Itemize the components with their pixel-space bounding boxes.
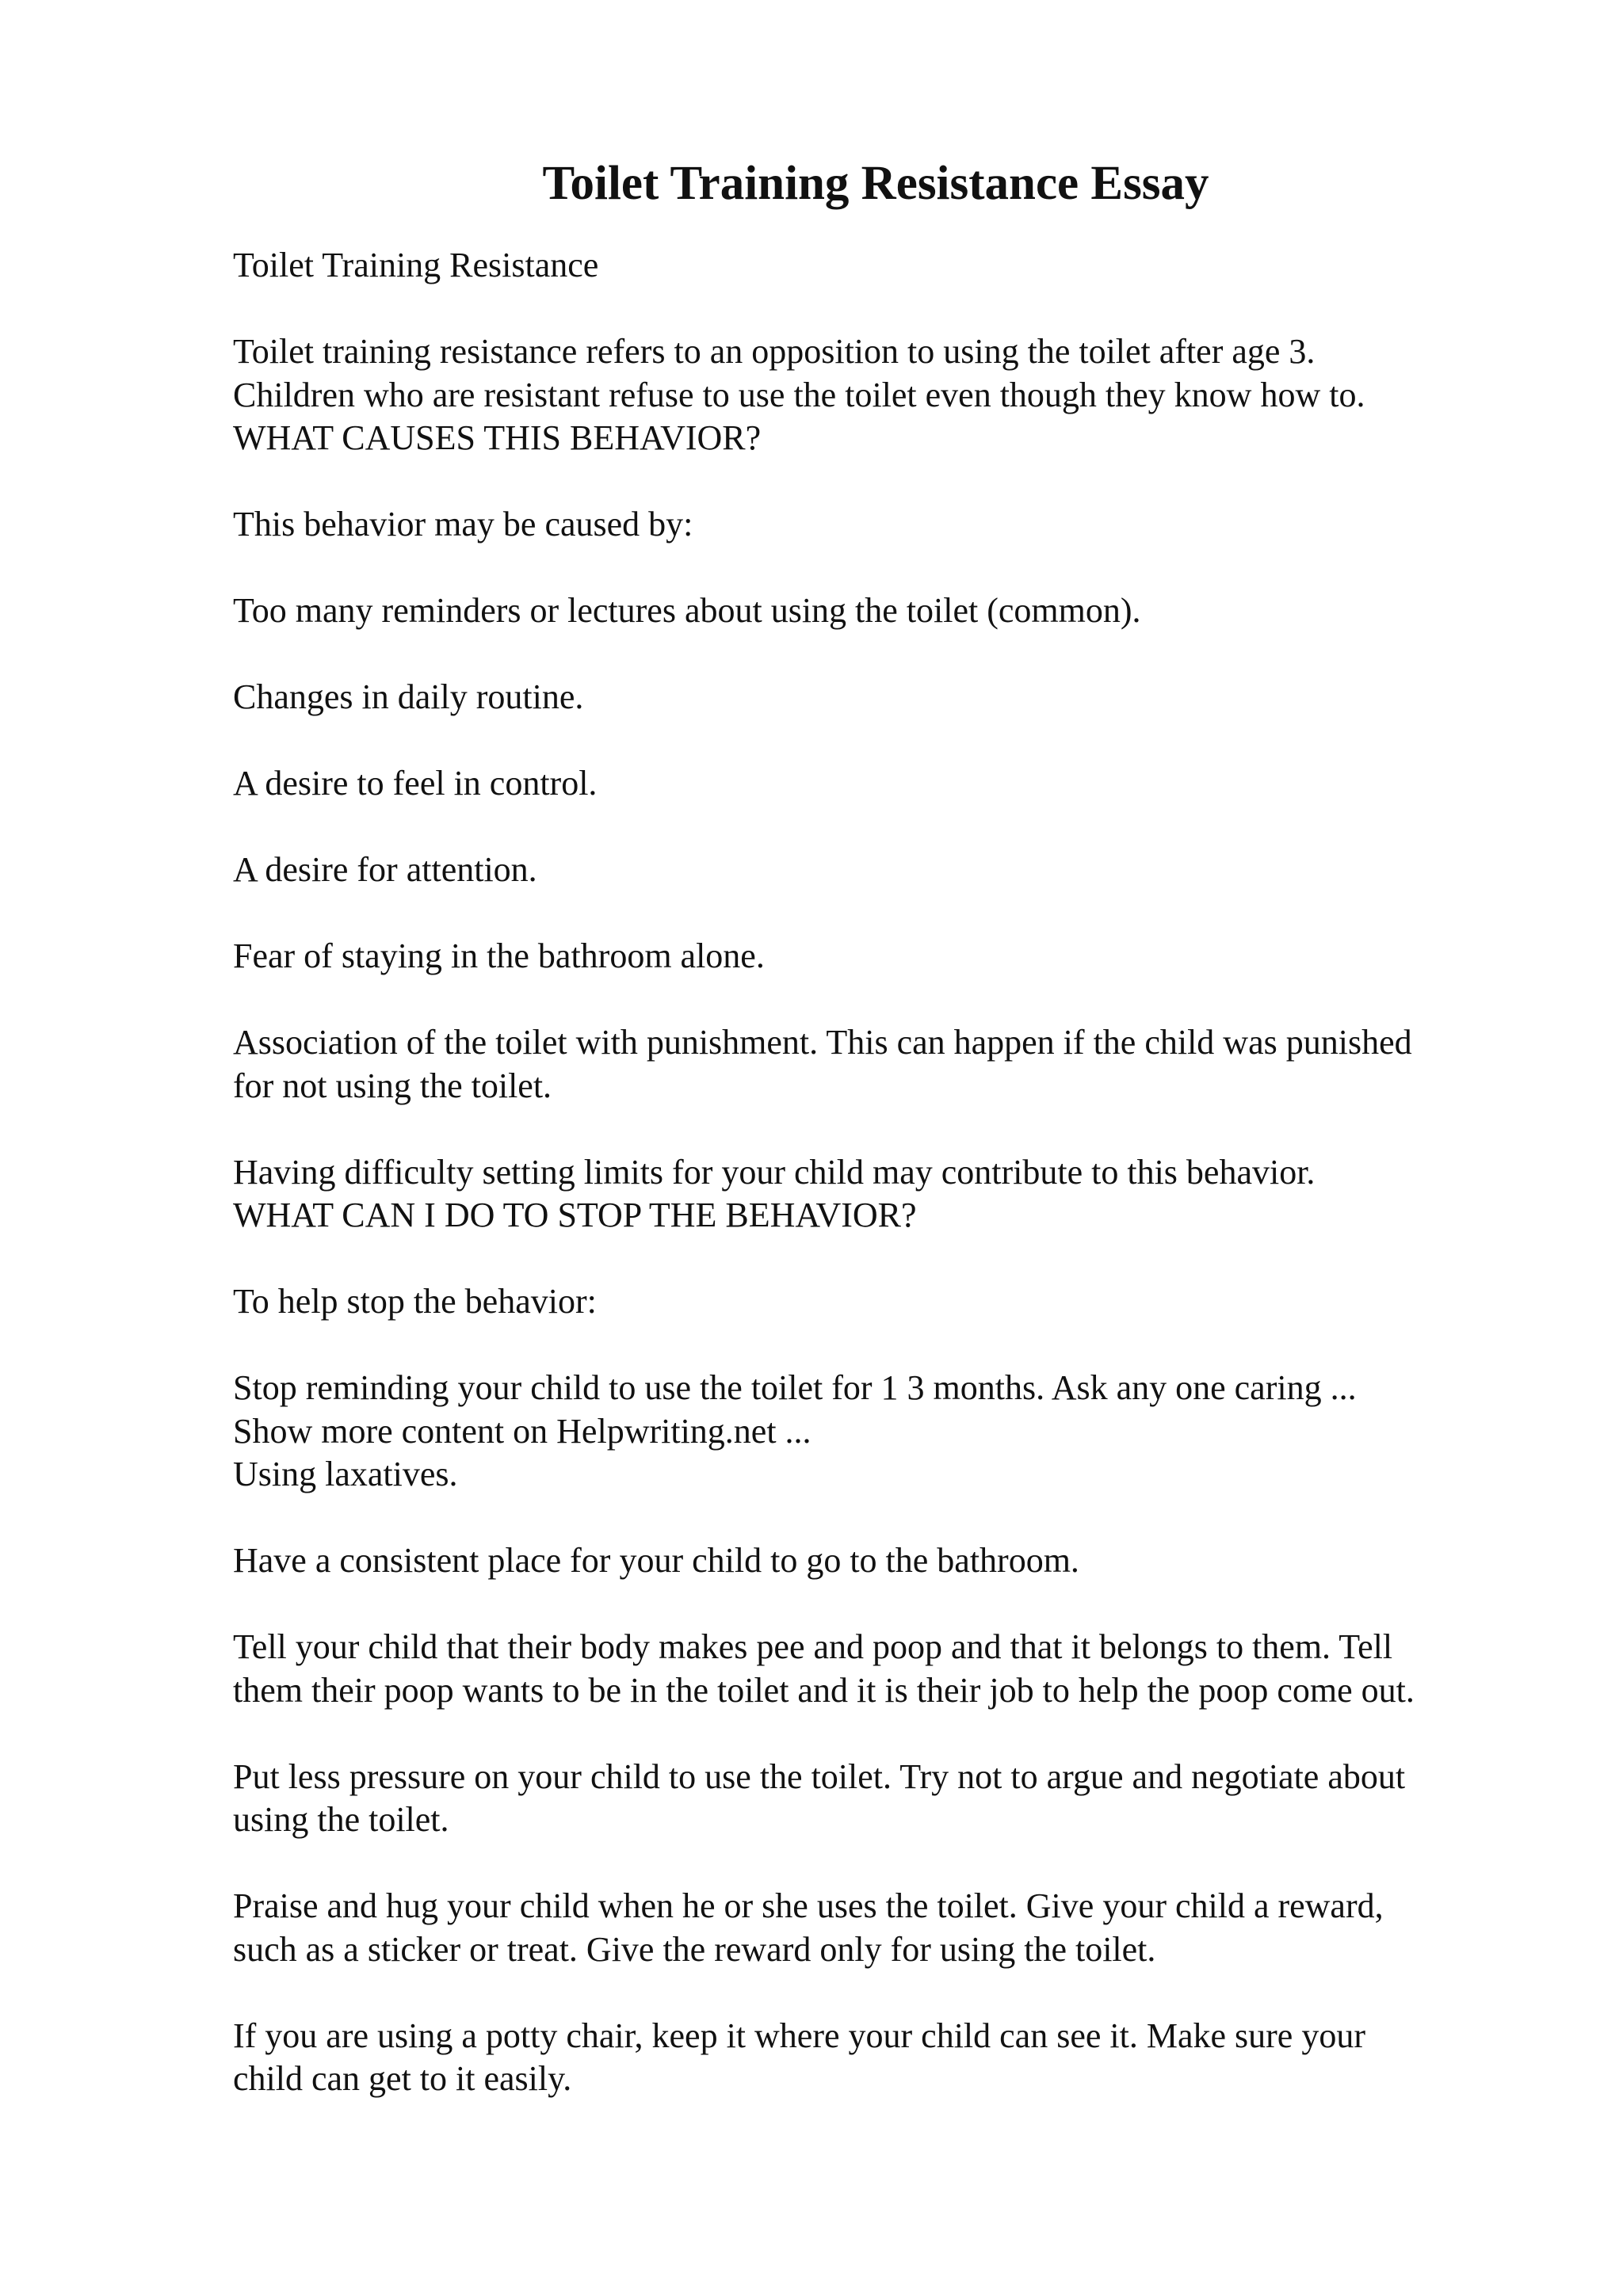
paragraph-line: If you are using a potty chair, keep it where your child can see it. Make sure your <box>233 2016 1365 2055</box>
paragraph-stop-intro <box>233 1280 1517 1324</box>
paragraph-line: A desire to feel in control. <box>233 764 598 803</box>
paragraph-line: child can get to it easily. <box>233 2059 572 2098</box>
paragraph-line: them their poop wants to be in the toilet and it is their job to help the poop come out. <box>233 1670 1415 1710</box>
paragraph-line: Children who are resistant refuse to use the toilet even though they know how to. <box>233 375 1365 414</box>
paragraph-heading <box>233 244 1517 288</box>
paragraph-body-explanation <box>233 1626 1517 1712</box>
paragraph-cause-limits <box>233 1151 1517 1238</box>
paragraph-cause-attention <box>233 849 1517 892</box>
paragraph-cause-routine <box>233 676 1517 719</box>
paragraph-line: Using laxatives. <box>233 1455 458 1493</box>
paragraph-line: Toilet training resistance refers to an opposition to using the toilet after age 3. <box>233 332 1316 371</box>
paragraph-line: WHAT CAUSES THIS BEHAVIOR? <box>233 418 762 457</box>
paragraph-line: Too many reminders or lectures about using the toilet (common). <box>233 591 1141 630</box>
paragraph-line: such as a sticker or treat. Give the reward only for using the toilet. <box>233 1929 1156 1969</box>
document-body <box>233 244 1517 2144</box>
paragraph-line: To help stop the behavior: <box>233 1282 597 1321</box>
paragraph-line: A desire for attention. <box>233 850 537 889</box>
paragraph-line: for not using the toilet. <box>233 1066 552 1105</box>
paragraph-line: Association of the toilet with punishment. This can happen if the child was punished <box>233 1023 1412 1062</box>
paragraph-line: Toilet Training Resistance <box>233 246 599 284</box>
paragraph-definition <box>233 330 1517 460</box>
paragraph-less-pressure <box>233 1756 1517 1842</box>
document-title: Toilet Training Resistance Essay <box>542 157 1209 210</box>
paragraph-line: Have a consistent place for your child to go to the bathroom. <box>233 1541 1079 1580</box>
paragraph-line: Stop reminding your child to use the toilet for 1 3 months. Ask any one caring ... <box>233 1368 1357 1407</box>
paragraph-cause-reminders <box>233 589 1517 633</box>
paragraph-praise <box>233 1885 1517 1971</box>
paragraph-causes-intro <box>233 503 1517 547</box>
paragraph-potty-chair <box>233 2015 1517 2101</box>
paragraph-cause-fear <box>233 935 1517 978</box>
paragraph-line: Put less pressure on your child to use the toilet. Try not to argue and negotiate about <box>233 1756 1406 1796</box>
paragraph-consistent-place <box>233 1539 1517 1583</box>
paragraph-line: Praise and hug your child when he or she uses the toilet. Give your child a reward, <box>233 1886 1384 1925</box>
show-more-link[interactable]: Show more content on Helpwriting.net ... <box>233 1411 812 1451</box>
paragraph-line: WHAT CAN I DO TO STOP THE BEHAVIOR? <box>233 1196 917 1234</box>
paragraph-cause-control <box>233 762 1517 806</box>
paragraph-stop-reminding <box>233 1367 1517 1497</box>
paragraph-line: Changes in daily routine. <box>233 677 584 716</box>
paragraph-line: This behavior may be caused by: <box>233 505 693 543</box>
paragraph-cause-punishment <box>233 1021 1517 1108</box>
paragraph-line: Tell your child that their body makes pee and poop and that it belongs to them. Tell <box>233 1627 1393 1666</box>
paragraph-line: using the toilet. <box>233 1800 449 1839</box>
paragraph-line: Having difficulty setting limits for your child may contribute to this behavior. <box>233 1152 1316 1192</box>
paragraph-line: Fear of staying in the bathroom alone. <box>233 936 765 975</box>
